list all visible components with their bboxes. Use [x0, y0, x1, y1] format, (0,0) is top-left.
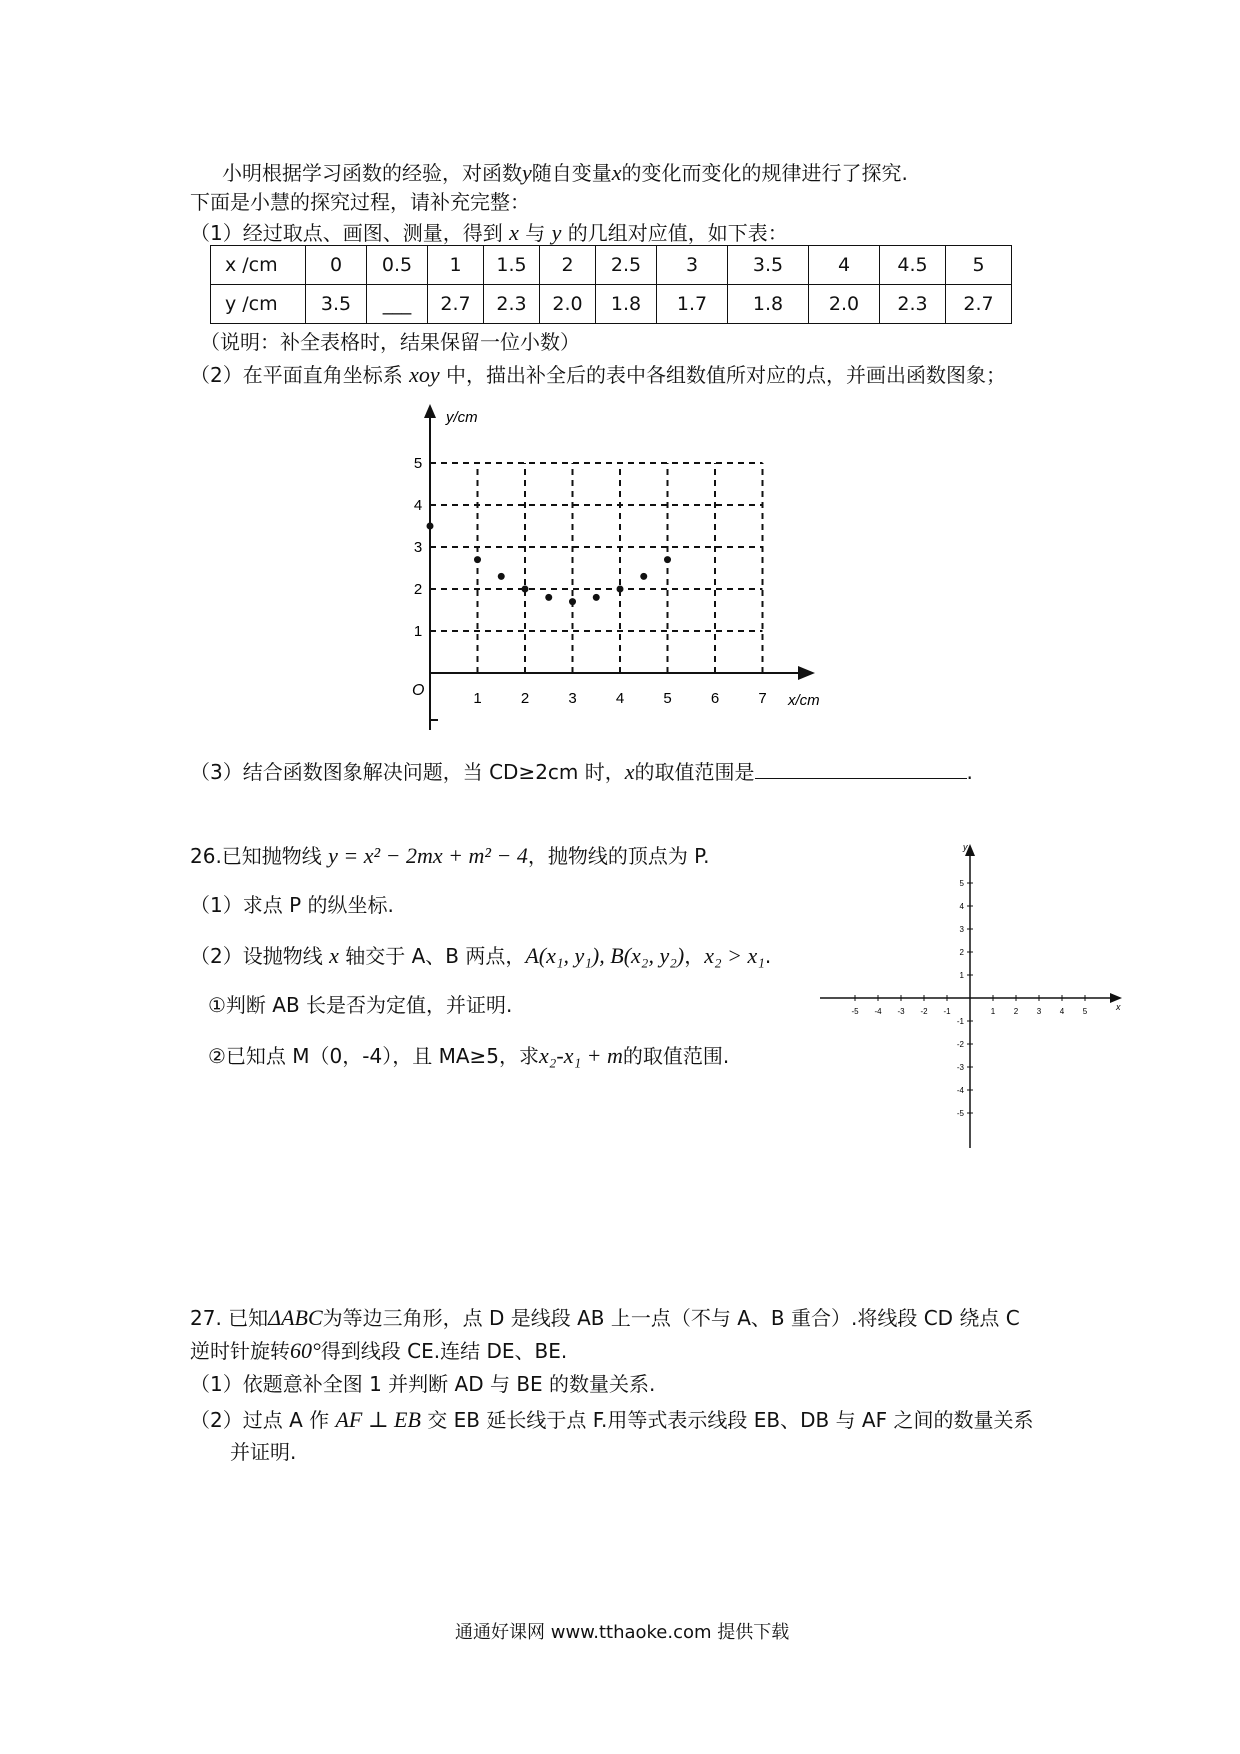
- q26-sub2: [208, 1043, 729, 1069]
- y-tick-label: 2: [413, 581, 423, 598]
- y-tick-label: -4: [956, 1086, 964, 1095]
- q26-part2-a: （2）设抛物线: [190, 944, 323, 968]
- data-point: [474, 556, 481, 563]
- y-tick-label: 1: [959, 971, 964, 980]
- table-row-y: [211, 285, 1012, 324]
- y-tick-label: 4: [413, 497, 423, 514]
- table-header-y: y /cm: [211, 285, 306, 324]
- var-x: x: [611, 160, 622, 185]
- data-point: [640, 573, 647, 580]
- table-header-x: x /cm: [211, 246, 306, 285]
- y-tick-label: 5: [413, 455, 423, 472]
- data-point: [498, 573, 505, 580]
- q26-part2-b: 轴交于 A、B 两点，: [345, 944, 526, 968]
- q26-stem-a: 26.已知抛物线: [190, 844, 322, 868]
- q26-sub2-a: ②已知点 M（0，-4），且 MA≥5，求: [208, 1044, 539, 1068]
- table-note: （说明：补全表格时，结果保留一位小数）: [200, 330, 580, 354]
- y-tick-label: -1: [956, 1017, 964, 1026]
- var-xoy: xoy: [409, 362, 440, 387]
- table-cell: 4.5: [880, 246, 946, 285]
- x-tick-label: -3: [897, 1007, 905, 1016]
- x-tick-label: -5: [851, 1007, 859, 1016]
- data-point: [545, 594, 552, 601]
- data-point: [593, 594, 600, 601]
- table-cell-blank: ___: [367, 285, 428, 324]
- value-table: [210, 245, 1012, 324]
- y-tick-label: 1: [413, 623, 423, 640]
- x-tick-label: 2: [520, 690, 530, 707]
- table-cell: 2.3: [484, 285, 540, 324]
- intro-text-c: 的变化而变化的规律进行了探究.: [621, 161, 908, 185]
- y-tick-label: 5: [959, 879, 964, 888]
- table-cell: 2.7: [428, 285, 484, 324]
- q27-part1: （1）依题意补全图 1 并判断 AD 与 BE 的数量关系.: [190, 1372, 656, 1396]
- chart-grid: [430, 463, 763, 673]
- q26-sub2-b: 的取值范围.: [622, 1044, 730, 1068]
- chart-points: [427, 523, 672, 606]
- x-tick-label: 1: [473, 690, 482, 707]
- q26-part2-c: ，: [684, 944, 705, 968]
- coordinate-axes-chart: [810, 838, 1130, 1158]
- data-point: [617, 586, 624, 593]
- q27-part2: [190, 1407, 1033, 1433]
- part2-text-b: 中，描出补全后的表中各组数值所对应的点，并画出函数图象；: [445, 363, 1006, 387]
- table-cell: 3.5: [728, 246, 809, 285]
- y-tick-label: 3: [413, 539, 423, 556]
- origin-label: O: [412, 682, 425, 699]
- y-tick-label: 2: [959, 948, 964, 957]
- function-scatter-chart: [390, 400, 850, 755]
- answer-blank[interactable]: [755, 758, 967, 779]
- part3-text-a: （3）结合函数图象解决问题，当 CD≥2cm 时，: [190, 760, 625, 784]
- q26-stem: [190, 843, 710, 869]
- y-tick-label: 3: [959, 925, 964, 934]
- table-cell: 2.7: [946, 285, 1012, 324]
- table-cell: 1: [428, 246, 484, 285]
- table-cell: 2: [540, 246, 596, 285]
- q26-part1: （1）求点 P 的纵坐标.: [190, 893, 394, 917]
- x-tick-label: 4: [615, 690, 625, 707]
- y-axis-arrow-icon: [424, 404, 436, 418]
- x-tick-label: 1: [990, 1007, 996, 1016]
- table-cell: 2.3: [880, 285, 946, 324]
- data-point: [569, 598, 576, 605]
- x-tick-label: 6: [710, 690, 720, 707]
- x-tick-label: 4: [1059, 1007, 1065, 1016]
- part1-line: [190, 220, 788, 246]
- table-cell: 3: [657, 246, 728, 285]
- q27-line-1: [190, 1305, 1020, 1331]
- x-tick-label: 2: [1013, 1007, 1019, 1016]
- q27-text-b: 为等边三角形，点 D 是线段 AB 上一点（不与 A、B 重合）.将线段 CD 绕点 C: [322, 1306, 1020, 1330]
- table-cell: 2.0: [809, 285, 880, 324]
- part2-line: [190, 362, 1006, 388]
- q26-part2: [190, 943, 771, 969]
- q27-text-c: 逆时针旋转: [190, 1339, 290, 1363]
- intro-line-1: [222, 160, 908, 186]
- y-tick-label: -2: [956, 1040, 964, 1049]
- var-y: y: [551, 220, 562, 245]
- x-axis-label: x/cm: [788, 692, 820, 709]
- q27-part2-b: 交 EB 延长线于点 F.用等式表示线段 EB、DB 与 AF 之间的数量关系: [427, 1408, 1034, 1432]
- q27-triangle-math: ΔABC: [268, 1305, 323, 1330]
- q26-condition-math: x₂ > x₁: [704, 943, 765, 968]
- q27-text-d: 得到线段 CE.连结 DE、BE.: [320, 1339, 568, 1363]
- data-point: [427, 523, 434, 530]
- q27-perp-math: AF ⊥ EB: [335, 1407, 421, 1432]
- x-tick-label: 7: [758, 690, 767, 707]
- intro-line-2: 下面是小慧的探究过程，请补充完整：: [190, 190, 530, 214]
- table-cell: 2.0: [540, 285, 596, 324]
- data-point: [664, 556, 671, 563]
- x-tick-label: -1: [943, 1007, 951, 1016]
- var-y: y: [522, 160, 532, 185]
- intro-text-a: 小明根据学习函数的经验，对函数: [222, 161, 522, 185]
- q27-part2-a: （2）过点 A 作: [190, 1408, 330, 1432]
- table-cell: 1.7: [657, 285, 728, 324]
- part1-tail: 的几组对应值，如下表：: [567, 221, 788, 245]
- x-axis-label: x: [1116, 1002, 1121, 1012]
- part1-mid: 与: [525, 221, 546, 245]
- part3-line: [190, 758, 973, 785]
- table-cell: 1.8: [596, 285, 657, 324]
- y-axis-label: y/cm: [446, 409, 478, 426]
- q26-sub1: ①判断 AB 长是否为定值，并证明.: [208, 993, 513, 1017]
- x-axis-arrow-icon: [798, 666, 815, 680]
- table-cell: 3.5: [306, 285, 367, 324]
- part3-end: .: [966, 760, 973, 784]
- table-cell: 1.5: [484, 246, 540, 285]
- q26-part2-end: .: [764, 944, 772, 968]
- x-tick-label: 3: [568, 690, 577, 707]
- q27-text-a: 27. 已知: [190, 1306, 269, 1330]
- y-tick-label: 4: [959, 902, 964, 911]
- x-tick-label: -2: [920, 1007, 928, 1016]
- data-point: [522, 586, 529, 593]
- q26-stem-b: ，抛物线的顶点为 P.: [527, 844, 710, 868]
- table-cell: 0: [306, 246, 367, 285]
- chart-tick-labels: [414, 455, 767, 707]
- y-axis-label: y: [963, 842, 968, 852]
- q26-equation: y = x² − 2mx + m² − 4: [328, 843, 528, 868]
- q26-points-math: A(x₁, y₁), B(x₂, y₂): [525, 943, 685, 968]
- y-tick-label: -3: [956, 1063, 964, 1072]
- q27-angle-math: 60°: [290, 1338, 321, 1363]
- var-x: x: [624, 759, 635, 784]
- x-tick-label: 5: [1082, 1007, 1088, 1016]
- x-tick-label: -4: [874, 1007, 882, 1016]
- part1-label: （1）经过取点、画图、测量，得到: [190, 221, 503, 245]
- table-cell: 0.5: [367, 246, 428, 285]
- q27-line-2: [190, 1338, 567, 1364]
- table-cell: 5: [946, 246, 1012, 285]
- q27-part2-cont: 并证明.: [230, 1440, 297, 1464]
- var-x: x: [329, 943, 339, 968]
- part3-text-b: 的取值范围是: [634, 760, 755, 784]
- table-cell: 2.5: [596, 246, 657, 285]
- q26-sub2-math: x₂-x₁ + m: [539, 1043, 623, 1068]
- y-tick-label: -5: [956, 1109, 964, 1118]
- var-x: x: [509, 220, 519, 245]
- table-cell: 4: [809, 246, 880, 285]
- x-tick-label: 5: [663, 690, 672, 707]
- page-footer: 通通好课网 www.tthaoke.com 提供下载: [455, 1622, 790, 1643]
- part2-text-a: （2）在平面直角坐标系: [190, 363, 403, 387]
- x-tick-label: 3: [1036, 1007, 1042, 1016]
- table-row-x: [211, 246, 1012, 285]
- intro-text-b: 随自变量: [531, 161, 612, 185]
- table-cell: 1.8: [728, 285, 809, 324]
